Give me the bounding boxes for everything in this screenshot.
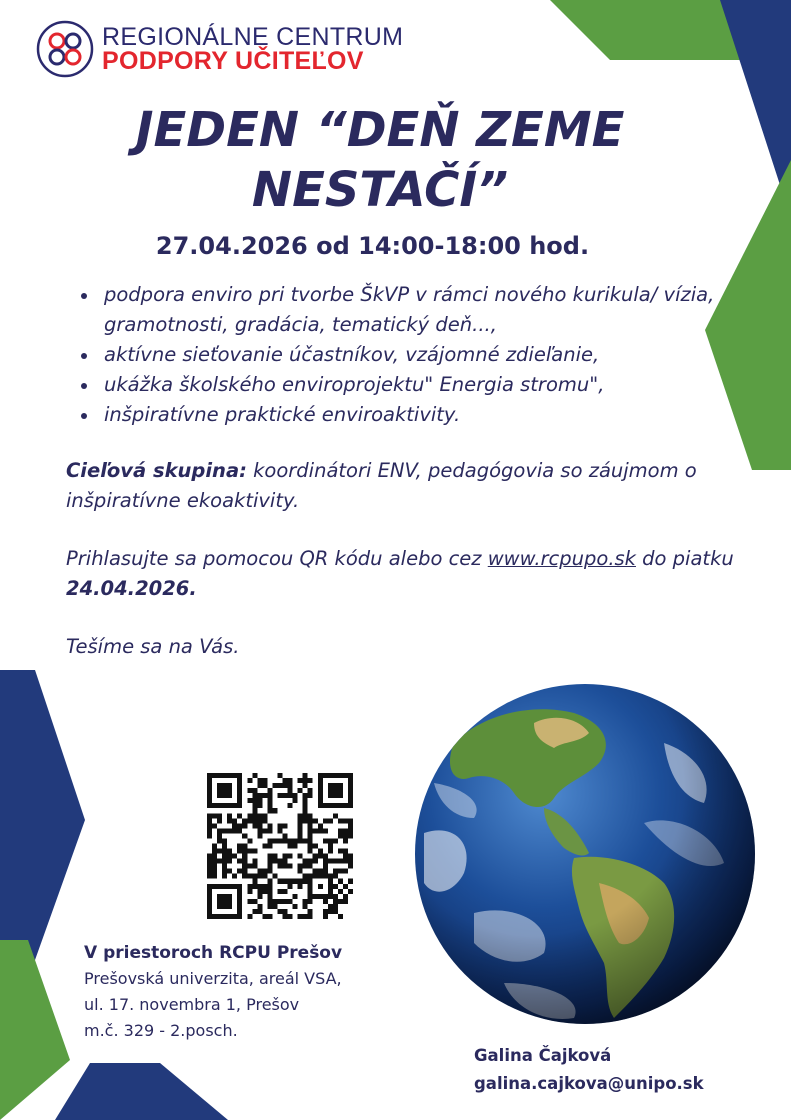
logo-line-1: REGIONÁLNE CENTRUM (102, 23, 404, 51)
navy-chevron-left (0, 670, 85, 960)
registration-deadline: 24.04.2026. (66, 577, 197, 600)
registration-info (66, 544, 756, 604)
event-datetime: 27.04.2026 od 14:00-18:00 hod. (155, 232, 590, 260)
earth-globe (414, 683, 756, 1025)
topic-item: ukážka školského enviroprojektu" Energia stromu", (78, 370, 748, 400)
navy-wedge-bottom (55, 1063, 228, 1120)
registration-text-mid: do piatku (635, 547, 734, 570)
logo-line-2: PODPORY UČITEĽOV (102, 47, 364, 75)
headline-line-1: JEDEN “DEŇ ZEME (135, 102, 625, 158)
topic-item: aktívne sieťovanie účastníkov, vzájomné zdieľanie, (78, 340, 748, 370)
venue-info (84, 940, 424, 1044)
venue-line-3: m.č. 329 - 2.posch. (84, 1021, 238, 1040)
navy-band-right (720, 0, 791, 185)
registration-link[interactable]: www.rcpupo.sk (487, 547, 636, 570)
target-group (66, 456, 756, 516)
registration-text: Prihlasujte sa pomocou QR kódu alebo cez (66, 547, 488, 570)
headline (90, 100, 670, 220)
qr-code[interactable] (207, 773, 353, 919)
venue-line-1: Prešovská univerzita, areál VSA, (84, 969, 342, 988)
contact-info (474, 1042, 774, 1098)
venue-line-2: ul. 17. novembra 1, Prešov (84, 995, 300, 1014)
contact-email[interactable]: galina.cajkova@unipo.sk (474, 1074, 704, 1093)
bottom-left-decoration (0, 670, 230, 1120)
green-wedge-left (0, 940, 70, 1120)
venue-title: V priestoroch RCPU Prešov (84, 943, 343, 963)
target-group-label: Cieľová skupina (66, 459, 240, 482)
target-group-text: koordinátori ENV, pedagógovia so záujmom o inšpiratívne ekoaktivity. (66, 459, 697, 512)
topic-item: podpora enviro pri tvorbe ŠkVP v rámci nového kurikula/ vízia, gramotnosti, gradácia, tematický deň..., (78, 280, 748, 340)
rcpu-logo-icon (36, 20, 94, 78)
headline-line-2: NESTAČÍ” (251, 162, 509, 218)
target-group-colon: : (239, 459, 247, 482)
topic-item: inšpiratívne praktické enviroaktivity. (78, 400, 748, 430)
logo (36, 20, 403, 78)
topics-list (78, 280, 748, 430)
contact-name: Galina Čajková (474, 1046, 612, 1065)
greeting: Tešíme sa na Vás. (66, 635, 240, 658)
